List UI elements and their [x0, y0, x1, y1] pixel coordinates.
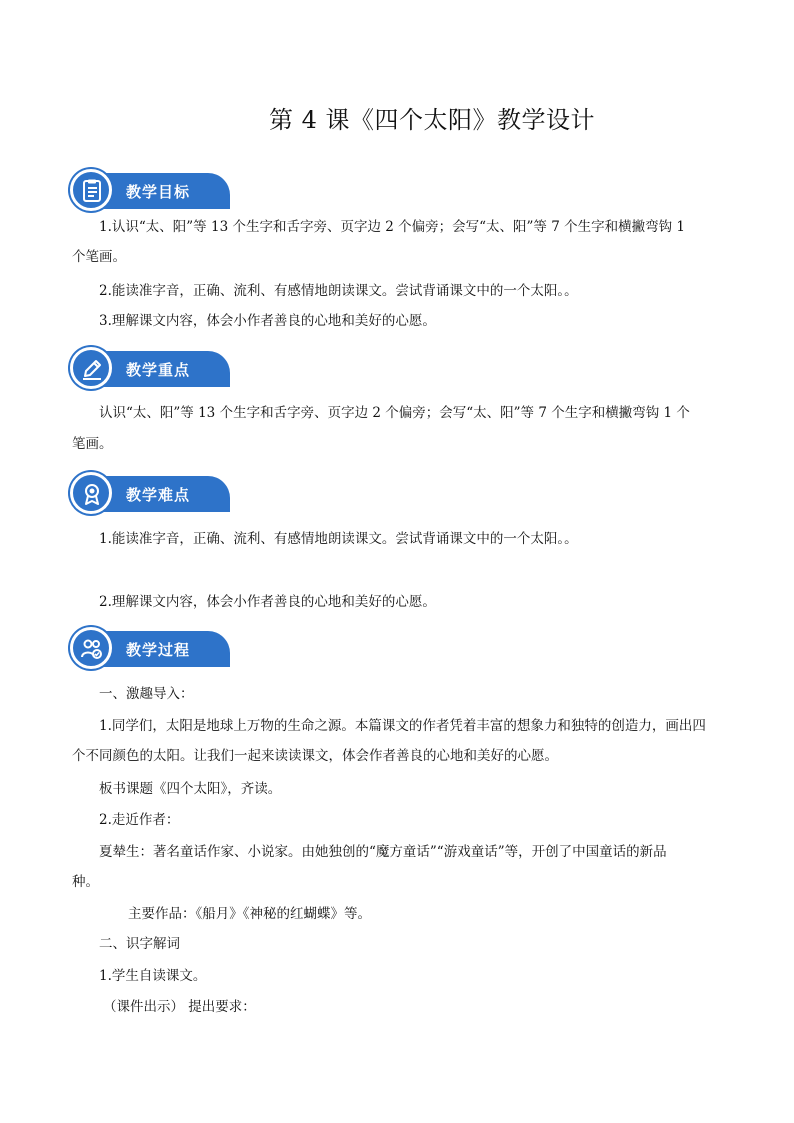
section-title: 教学目标 [126, 183, 191, 201]
process-heading-1: 一、激趣导入： [99, 686, 194, 702]
key-line-1: 认识“太、阳”等 13 个生字和舌字旁、页字边 2 个偏旁；会写“太、阳”等 7 个生字和横撇弯钩 1 个 [99, 405, 690, 421]
process-heading-2: 二、识字解词 [99, 936, 180, 952]
process-paragraph-5: 主要作品：《船月》《神秘的红蝴蝶》等。 [128, 906, 371, 922]
page-title: 第 4 课《四个太阳》教学设计 [268, 106, 596, 134]
key-line-2: 笔画。 [72, 436, 113, 452]
difficult-1: 1.能读准字音，正确、流利、有感情地朗读课文。尝试背诵课文中的一个太阳。。 [99, 531, 578, 547]
difficult-2: 2.理解课文内容，体会小作者善良的心地和美好的心愿。 [99, 594, 436, 610]
process-paragraph-7: （课件出示） 提出要求： [103, 999, 256, 1015]
goal-3: 3.理解课文内容，体会小作者善良的心地和美好的心愿。 [99, 313, 436, 329]
section-title: 教学过程 [126, 641, 191, 659]
section-title: 教学难点 [126, 486, 191, 504]
section-title: 教学重点 [126, 361, 191, 379]
goal-1-line-1: 1.认识“太、阳”等 13 个生字和舌字旁、页字边 2 个偏旁；会写“太、阳”等 7 个生字和横撇弯钩 1 [99, 219, 685, 235]
section-header-process [70, 628, 230, 670]
pencil-icon [70, 347, 112, 389]
process-paragraph-2: 板书课题《四个太阳》，齐读。 [99, 781, 282, 797]
process-paragraph-1-line-2: 个不同颜色的太阳。让我们一起来读读课文，体会作者善良的心地和美好的心愿。 [72, 748, 558, 764]
process-paragraph-4-line-1: 夏辇生：著名童话作家、小说家。由她独创的“魔方童话”“游戏童话”等，开创了中国童话的新品 [99, 844, 667, 860]
people-icon [70, 627, 112, 669]
section-header-key [70, 348, 230, 390]
goal-1-line-2: 个笔画。 [72, 249, 126, 265]
section-header-goals [70, 170, 230, 212]
section-header-difficult [70, 473, 230, 515]
goal-2: 2.能读准字音，正确、流利、有感情地朗读课文。尝试背诵课文中的一个太阳。。 [99, 283, 578, 299]
checklist-icon [70, 169, 112, 211]
process-paragraph-3: 2.走近作者： [99, 812, 180, 828]
process-paragraph-4-line-2: 种。 [72, 874, 99, 890]
process-paragraph-1-line-1: 1.同学们，太阳是地球上万物的生命之源。本篇课文的作者凭着丰富的想象力和独特的创造力，画出四 [99, 718, 706, 734]
award-ribbon-icon [70, 472, 112, 514]
process-paragraph-6: 1.学生自读课文。 [99, 968, 207, 984]
